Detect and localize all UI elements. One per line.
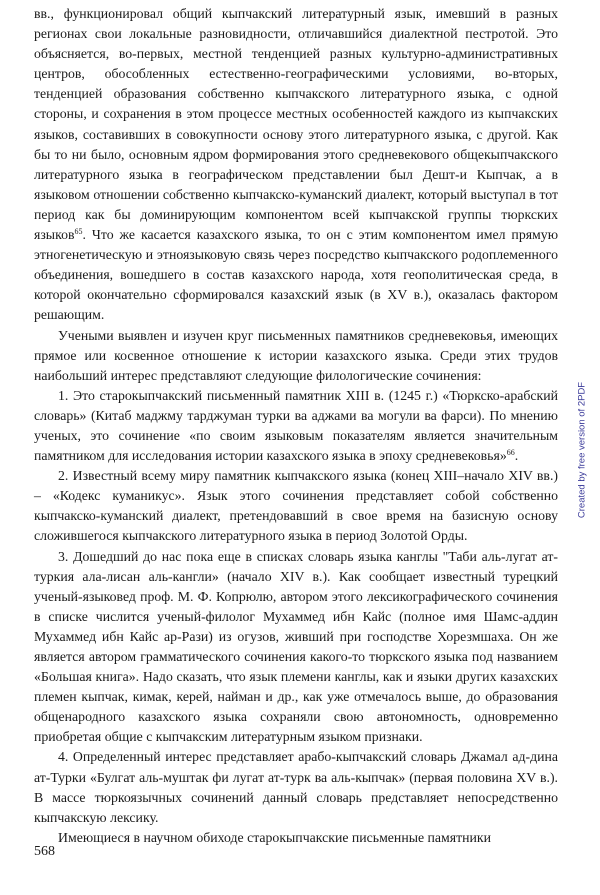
paragraph-item-3 xyxy=(34,547,558,748)
paragraph-1 xyxy=(34,4,558,326)
paragraph-item-1 xyxy=(34,386,558,466)
paragraph-1-text: вв., функционировал общий кыпчакский литературный язык, имевший в разных регионах свои локальные разновидности, отличавшийся диалектной пестротой. Это объясняется, во-первых, местной тенденцией разных культурно-административных центров, обособленных естественно-географическими условиями, во-вторых, тенденцией образования собственно кыпчакского литературного языка, с одной стороны, и сохранения в этом процессе местных особенностей каждого из кыпчакских языков, составивших в совокупности основу этого литературного языка, с другой. Как бы то ни было, основным ядром формирования этого средневекового общекыпчакского литературного языка в географическом представлении был Дешт-и Кыпчак, а в языковом отношении собственно кыпчакско-куманский диалект, который выступал в тот период как бы доминирующим компонентом всей кыпчакской группы тюркских языков xyxy=(34,6,558,243)
paragraph-last xyxy=(34,828,558,848)
watermark-text: Created by free version of 2PDF xyxy=(576,381,588,519)
item-1-text: 1. Это старокыпчакский письменный памятник XIII в. (1245 г.) «Тюркско-арабский словарь» (Китаб маджму тарджуман турки ва аджами ва могули ва фарси). По мнению ученых, это сочинение «по своим языковым показателям является значительным памятником для исследования истории казахского языка в эпоху средневековья» xyxy=(34,387,558,464)
item-3-text: 3. Дошедший до нас пока еще в списках словарь языка канглы "Таби аль-лугат ат-туркия ала-лисан аль-кангли» (начало XIV в.). Как сообщает известный турецкий ученый-языковед проф. М. Ф. Копрюлю, автором этого лексикографического сочинения в списке числится ученый-филолог Мухаммед ибн Кайс (полное имя Шамс-аддин Мухаммед ибн Кайс ар-Рази) из огузов, живший при господстве Хорезмшаха. Он же является автором грамматического сочинения какого-то тюркского языка под названием «Большая книга». Надо сказать, что язык племени канглы, как и языки других казахских племен кыпчак, кимак, керей, найман и др., как уже отмечалось выше, до образования общенародного казахского языка сохраняли свою автономность, одновременно приобретая общие с кыпчакским литературным языком признаки. xyxy=(34,548,558,745)
paragraph-2-text: Учеными выявлен и изучен круг письменных памятников средневековья, имеющих прямое или косвенное отношение к истории казахского языка. Среди этих трудов наибольший интерес представляют следующие филологические сочинения: xyxy=(34,327,558,383)
body-text xyxy=(34,4,558,848)
page-number: 568 xyxy=(34,844,55,859)
paragraph-1-tail: . Что же касается казахского языка, то он с этим компонентом имел прямую этногенетическую и этноязыковую связь через посредство кыпчакского родоплеменного объединения, вошедшего в состав казахского народа, хотя геополитическая среда, в которой окончательно сформировался казахский язык (в XV в.), оказалась фактором решающим. xyxy=(34,227,558,323)
paragraph-item-2 xyxy=(34,466,558,546)
last-paragraph-text: Имеющиеся в научном обиходе старокыпчакские письменные памятники xyxy=(58,829,492,845)
paragraph-item-4 xyxy=(34,747,558,827)
item-2-text: 2. Известный всему миру памятник кыпчакского языка (конец XIII–начало XIV вв.) – «Кодекс куманикус». Язык этого сочинения представляет собой собственно кыпчакско-куманский диалект, претендовавший в свое время на базисную основу сложившегося кыпчакского литературного языка в период Золотой Орды. xyxy=(34,468,558,544)
item-1-tail: . xyxy=(514,448,519,464)
footnote-ref-65: 65 xyxy=(74,227,83,237)
footnote-ref-66: 66 xyxy=(506,448,515,458)
paragraph-2 xyxy=(34,326,558,386)
watermark xyxy=(572,340,592,560)
item-4-text: 4. Определенный интерес представляет арабо-кыпчакский словарь Джамал ад-дина ат-Турки «Булгат аль-муштак фи лугат ат-турк ва аль-кыпчак» (первая половина XV в.). В массе тюркоязычных сочинений данный словарь представляет непосредственно кыпчакскую лексику. xyxy=(34,749,558,825)
